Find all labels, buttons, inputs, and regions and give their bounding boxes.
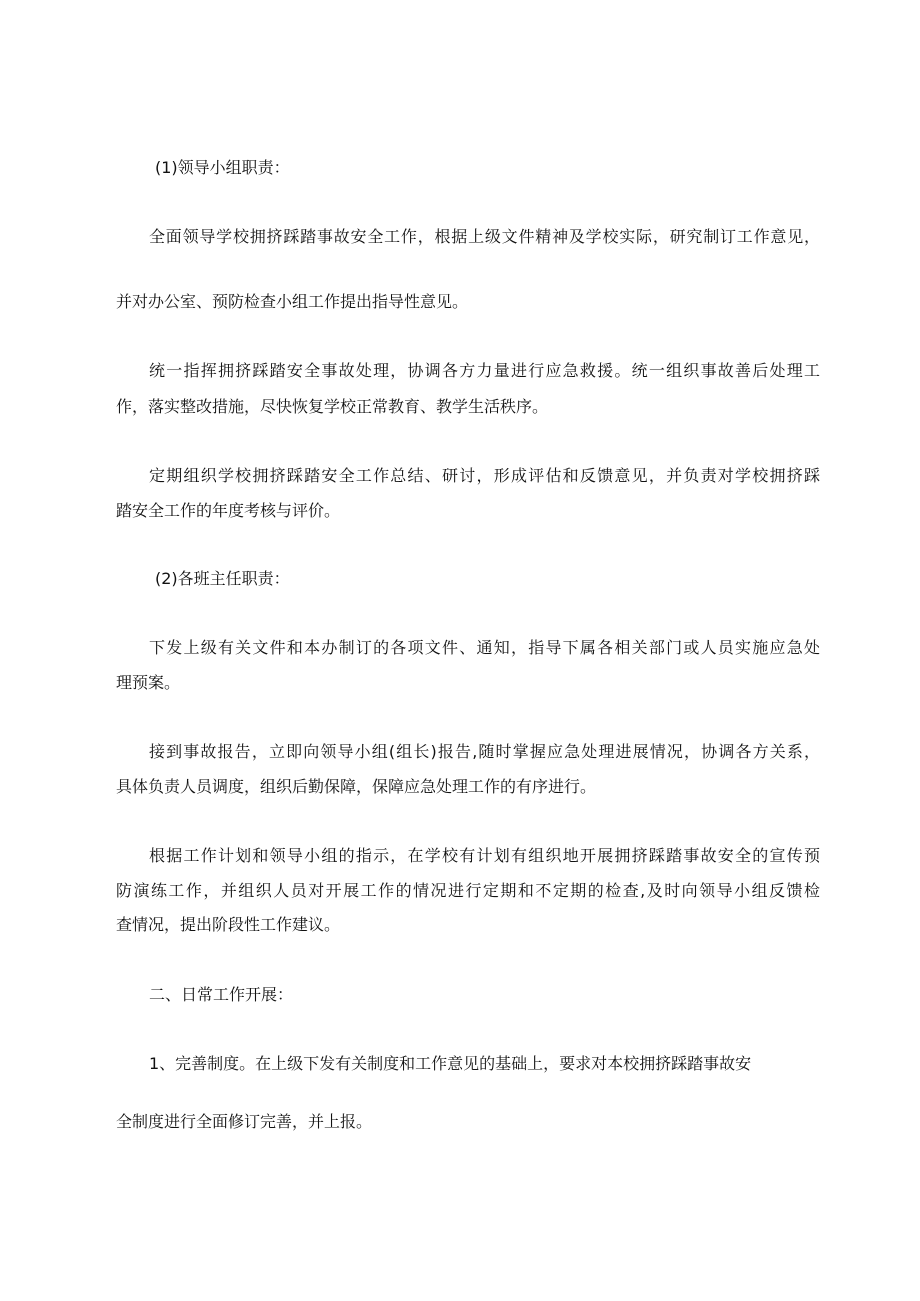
paragraph-line: 查情况，提出阶段性工作建议。 xyxy=(116,915,341,934)
section-heading-leadership: (1)领导小组职责： xyxy=(155,158,290,177)
paragraph-line: 理预案。 xyxy=(116,673,181,692)
paragraph-line: 定期组织学校拥挤踩踏安全工作总结、研讨，形成评估和反馈意见，并负责对学校拥挤踩 xyxy=(149,466,820,485)
paragraph-line: 接到事故报告，立即向领导小组(组长)报告,随时掌握应急处理进展情况，协调各方关系， xyxy=(149,742,820,761)
paragraph-line: 并对办公室、预防检查小组工作提出指导性意见。 xyxy=(116,292,469,311)
paragraph-line: 具体负责人员调度，组织后勤保障，保障应急处理工作的有序进行。 xyxy=(116,777,597,796)
paragraph-line: 根据工作计划和领导小组的指示，在学校有计划有组织地开展拥挤踩踏事故安全的宣传预 xyxy=(149,846,820,865)
paragraph-line: 防演练工作，并组织人员对开展工作的情况进行定期和不定期的检查,及时向领导小组反馈检 xyxy=(116,881,820,900)
paragraph-line: 全面领导学校拥挤踩踏事故安全工作，根据上级文件精神及学校实际，研究制订工作意见， xyxy=(149,227,820,246)
paragraph-line: 作，落实整改措施，尽快恢复学校正常教育、教学生活秩序。 xyxy=(116,397,549,416)
section-heading-daily-work: 二、日常工作开展： xyxy=(149,985,294,1004)
paragraph-line: 下发上级有关文件和本办制订的各项文件、通知，指导下属各相关部门或人员实施应急处 xyxy=(149,638,820,657)
paragraph-line: 全制度进行全面修订完善，并上报。 xyxy=(116,1112,373,1131)
paragraph-line: 统一指挥拥挤踩踏安全事故处理，协调各方力量进行应急救援。统一组织事故善后处理工 xyxy=(149,361,820,380)
paragraph-line: 1、完善制度。在上级下发有关制度和工作意见的基础上，要求对本校拥挤踩踏事故安 xyxy=(149,1054,752,1073)
paragraph-line: 踏安全工作的年度考核与评价。 xyxy=(116,501,341,520)
section-heading-class-teacher: (2)各班主任职责： xyxy=(155,569,290,588)
